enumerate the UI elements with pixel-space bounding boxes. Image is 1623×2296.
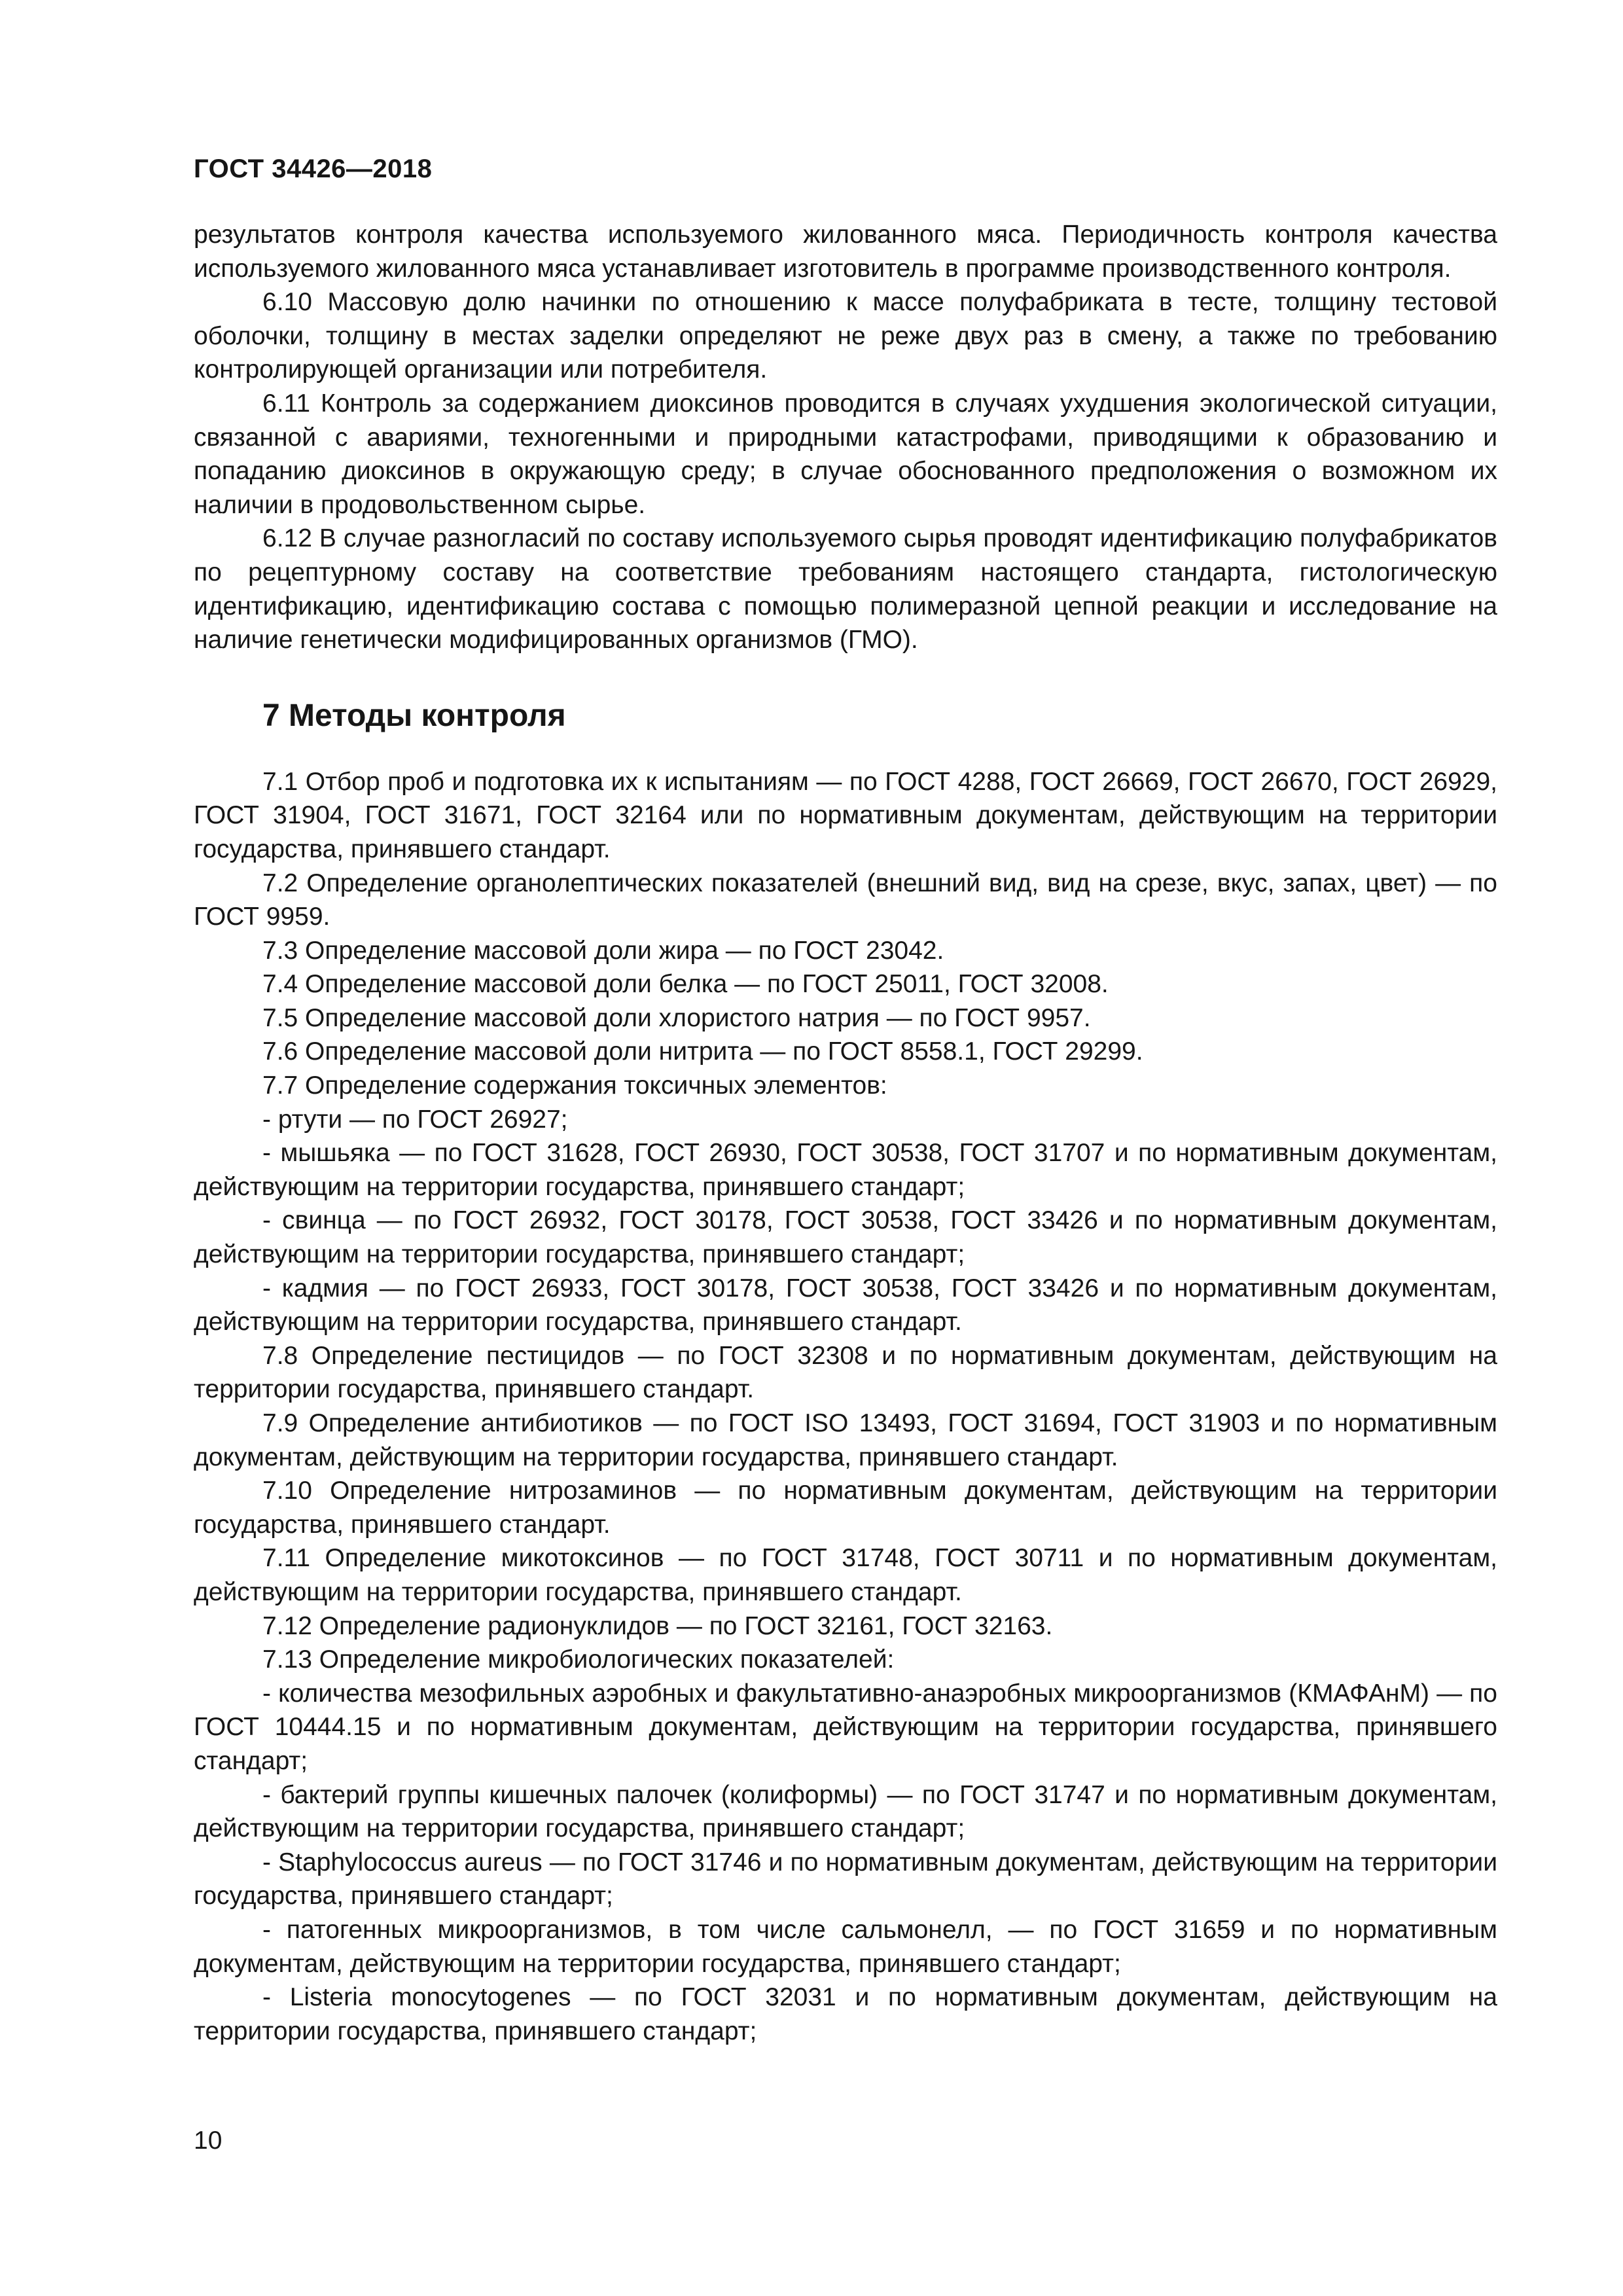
paragraph-7-12: 7.12 Определение радионуклидов — по ГОСТ 32161, ГОСТ 32163. xyxy=(262,1611,1053,1640)
paragraph-7-2: 7.2 Определение органолептических показателей (внешний вид, вид на срезе, вкус, запах, цвет) — по ГОСТ 9959. xyxy=(194,869,1497,931)
list-item-kmafanm: - количества мезофильных аэробных и факультативно-анаэробных микроорганизмов (КМАФАнМ) — по ГОСТ 10444.15 и по нормативным документам, действующим на территории государства, принявшего стандарт; xyxy=(194,1679,1497,1775)
section-heading: 7 Методы контроля xyxy=(262,698,566,733)
paragraph-7-8: 7.8 Определение пестицидов — по ГОСТ 32308 и по нормативным документам, действующим на территории государства, принявшего стандарт. xyxy=(194,1341,1497,1404)
paragraph-7-4: 7.4 Определение массовой доли белка — по ГОСТ 25011, ГОСТ 32008. xyxy=(262,970,1109,999)
page-number: 10 xyxy=(194,2126,223,2155)
paragraph-7-6: 7.6 Определение массовой доли нитрита — по ГОСТ 8558.1, ГОСТ 29299. xyxy=(262,1037,1143,1066)
document-header: ГОСТ 34426—2018 xyxy=(194,154,433,183)
paragraph-7-7: 7.7 Определение содержания токсичных элементов: xyxy=(262,1071,887,1100)
list-item-pathogens: - патогенных микроорганизмов, в том числе сальмонелл, — по ГОСТ 31659 и по нормативным документам, действующим на территории государства, принявшего стандарт; xyxy=(194,1915,1497,1978)
list-item-cadmium: - кадмия — по ГОСТ 26933, ГОСТ 30178, ГОСТ 30538, ГОСТ 33426 и по нормативным документам, действующим на территории государства, принявшего стандарт. xyxy=(194,1274,1497,1336)
paragraph-7-10: 7.10 Определение нитрозаминов — по нормативным документам, действующим на территории государства, принявшего стандарт. xyxy=(194,1477,1497,1539)
paragraph-7-1: 7.1 Отбор проб и подготовка их к испытаниям — по ГОСТ 4288, ГОСТ 26669, ГОСТ 26670, ГОСТ 26929, ГОСТ 31904, ГОСТ 31671, ГОСТ 32164 или по нормативным документам, действующим на территории государства, принявшего стандарт. xyxy=(194,767,1497,863)
paragraph-6-11: 6.11 Контроль за содержанием диоксинов проводится в случаях ухудшения экологической ситуации, связанной с авариями, техногенными и природными катастрофами, приводящими к образованию и попаданию диоксинов в окружающую среду; в случае обоснованного предположения о возможном их наличии в продовольственном сырье. xyxy=(194,389,1497,519)
list-item-arsenic: - мышьяка — по ГОСТ 31628, ГОСТ 26930, ГОСТ 30538, ГОСТ 31707 и по нормативным документам, действующим на территории государства, принявшего стандарт; xyxy=(194,1139,1497,1201)
list-item-staphylococcus: - Staphylococcus aureus — по ГОСТ 31746 и по нормативным документам, действующим на территории государства, принявшего стандарт; xyxy=(194,1848,1497,1910)
paragraph-7-11: 7.11 Определение микотоксинов — по ГОСТ 31748, ГОСТ 30711 и по нормативным документам, действующим на территории государства, принявшего стандарт. xyxy=(194,1544,1497,1606)
paragraph-continuation: результатов контроля качества используемого жилованного мяса. Периодичность контроля качества используемого жилованного мяса устанавливает изготовитель в программе производственного контроля. xyxy=(194,221,1497,283)
paragraph-6-12: 6.12 В случае разногласий по составу используемого сырья проводят идентификацию полуфабрикатов по рецептурному составу на соответствие требованиям настоящего стандарта, гистологическую идентификацию, идентификацию состава с помощью полимеразной цепной реакции и исследование на наличие генетически модифицированных организмов (ГМО). xyxy=(194,524,1497,655)
paragraph-6-10: 6.10 Массовую долю начинки по отношению к массе полуфабриката в тесте, толщину тестовой оболочки, толщину в местах заделки определяют не реже двух раз в смену, а также по требованию контролирующей организации или потребителя. xyxy=(194,288,1497,384)
list-item-listeria: - Listeria monocytogenes — по ГОСТ 32031 и по нормативным документам, действующим на территории государства, принявшего стандарт; xyxy=(194,1983,1497,2045)
document-body xyxy=(194,218,1497,2048)
paragraph-7-5: 7.5 Определение массовой доли хлористого натрия — по ГОСТ 9957. xyxy=(262,1003,1091,1032)
list-item-coliforms: - бактерий группы кишечных палочек (колиформы) — по ГОСТ 31747 и по нормативным документам, действующим на территории государства, принявшего стандарт; xyxy=(194,1780,1497,1843)
paragraph-7-3: 7.3 Определение массовой доли жира — по ГОСТ 23042. xyxy=(262,936,944,965)
paragraph-7-9: 7.9 Определение антибиотиков — по ГОСТ ISO 13493, ГОСТ 31694, ГОСТ 31903 и по нормативным документам, действующим на территории государства, принявшего стандарт. xyxy=(194,1409,1497,1471)
paragraph-7-13: 7.13 Определение микробиологических показателей: xyxy=(262,1645,895,1674)
list-item-lead: - свинца — по ГОСТ 26932, ГОСТ 30178, ГОСТ 30538, ГОСТ 33426 и по нормативным документам, действующим на территории государства, принявшего стандарт; xyxy=(194,1206,1497,1269)
list-item-mercury: - ртути — по ГОСТ 26927; xyxy=(262,1105,568,1134)
